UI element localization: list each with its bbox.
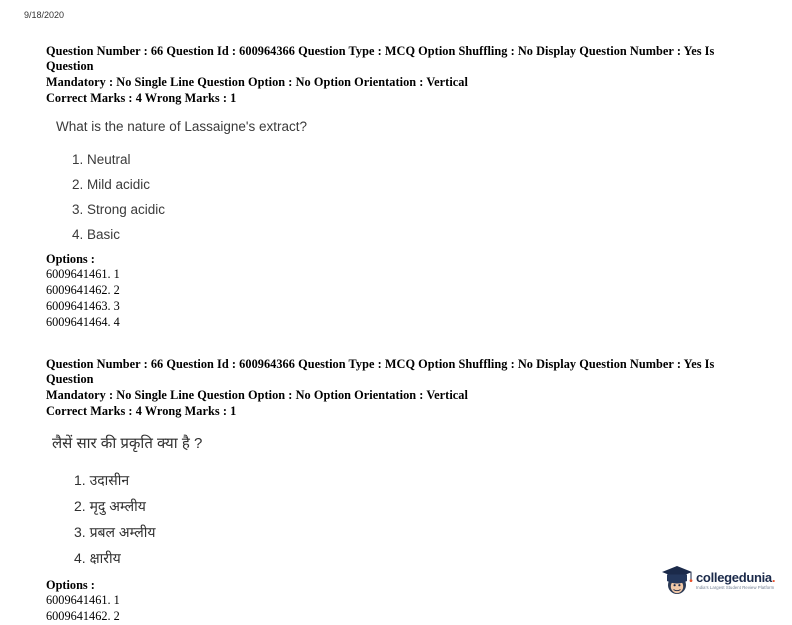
choice-item: 4. Basic (72, 227, 121, 242)
choice-item: 1. Neutral (72, 152, 131, 167)
section-divider (46, 331, 752, 357)
choice-item: 3. प्रबल अम्लीय (74, 523, 156, 540)
question-block-hindi (46, 357, 752, 625)
document-content (46, 44, 752, 625)
choice-item: 2. मृदु अम्लीय (74, 497, 146, 514)
watermark-tagline: India's Largest Student Review Platform (696, 585, 775, 590)
graduate-cap-icon (660, 562, 694, 596)
question-marks-line: Correct Marks : 4 Wrong Marks : 1 (46, 403, 237, 418)
option-id-row: 6009641463. 3 (46, 298, 120, 313)
option-id-row: 6009641462. 2 (46, 608, 120, 623)
option-id-row: 6009641461. 1 (46, 592, 120, 607)
choice-item: 2. Mild acidic (72, 177, 151, 192)
options-label: Options : (46, 577, 95, 592)
question-marks-line: Correct Marks : 4 Wrong Marks : 1 (46, 91, 237, 105)
option-id-row: 6009641461. 1 (46, 267, 120, 281)
choice-item: 1. उदासीन (74, 471, 130, 488)
choice-item: 4. क्षारीय (74, 549, 121, 566)
page-date: 9/18/2020 (24, 10, 65, 20)
watermark-brand: collegedunia. (696, 570, 776, 585)
question-stem: लैसें सार की प्रकृति क्या है ? (52, 434, 203, 452)
option-id-row: 6009641462. 2 (46, 282, 120, 297)
choice-list (74, 471, 752, 568)
question-stem: What is the nature of Lassaigne's extract? (56, 119, 307, 134)
option-id-row: 6009641464. 4 (46, 314, 120, 329)
question-meta-line-1: Question Number : 66 Question Id : 600964366 Question Type : MCQ Option Shuffling : No Display Question Number : Yes Is Question (46, 44, 715, 73)
collegedunia-watermark (660, 562, 778, 602)
question-meta-line-1: Question Number : 66 Question Id : 600964366 Question Type : MCQ Option Shuffling : No Display Question Number : Yes Is Question (46, 356, 715, 386)
choice-item: 3. Strong acidic (72, 202, 166, 217)
question-block-english (46, 44, 752, 331)
question-meta-line-2: Mandatory : No Single Line Question Option : No Option Orientation : Vertical (46, 387, 468, 402)
question-meta-line-2: Mandatory : No Single Line Question Option : No Option Orientation : Vertical (46, 75, 468, 89)
options-label: Options : (46, 252, 95, 266)
choice-list (72, 152, 752, 242)
